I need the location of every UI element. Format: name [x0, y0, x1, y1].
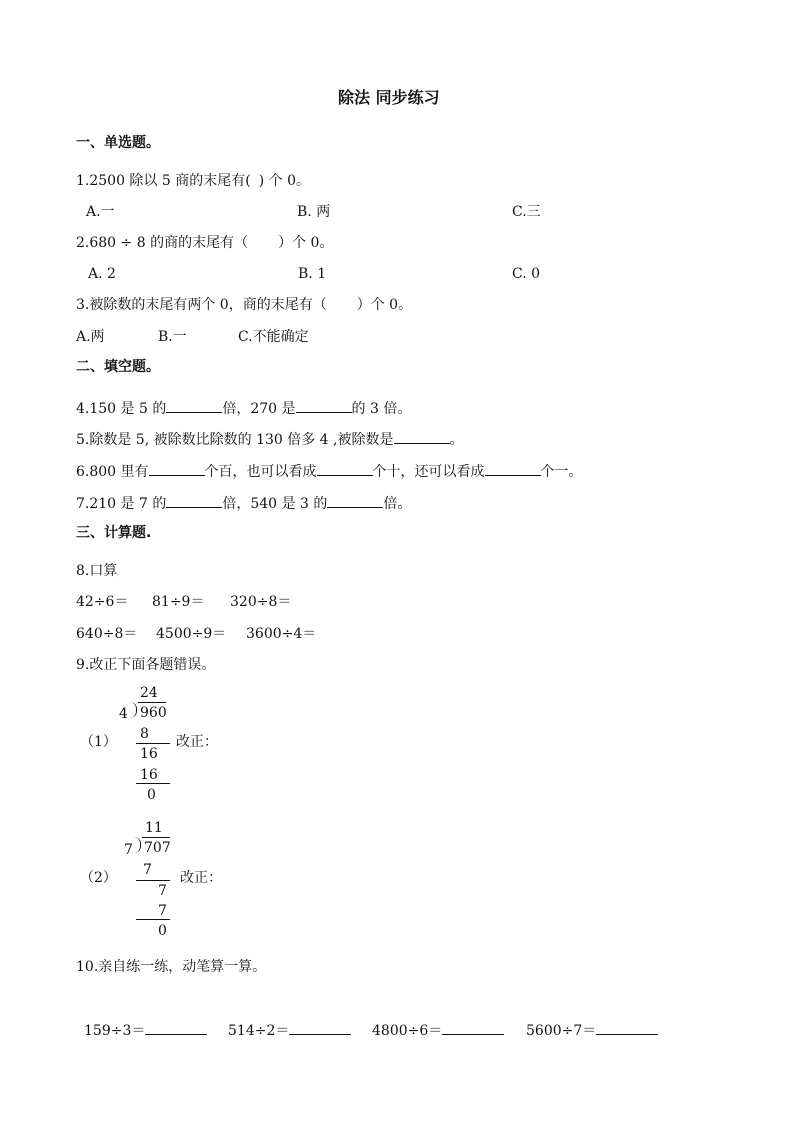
mental-math-item: 640÷8＝ [76, 626, 138, 642]
division-bar [138, 702, 166, 703]
question-6 [76, 461, 583, 481]
section-heading-fill-in: 二、填空题。 [76, 359, 160, 375]
problem-label: （1） [80, 734, 117, 750]
correction-label: 改正： [176, 734, 218, 750]
question-6-text-2: 个百，也可以看成 [204, 464, 317, 480]
division-bracket [130, 702, 137, 718]
dividend: 960 [140, 705, 167, 721]
question-6-text-1: 6.800 里有 [76, 464, 149, 480]
question-3-option-b: B.一 [158, 329, 187, 345]
answer-blank[interactable] [296, 398, 352, 413]
calc-item-2 [228, 1020, 351, 1040]
question-2-option-c: C. 0 [512, 266, 541, 282]
mental-math-item: 3600÷4＝ [246, 626, 317, 642]
page-title: 除法 同步练习 [338, 88, 440, 107]
partial-remainder: 7 [158, 883, 167, 899]
calc-item-4 [526, 1020, 658, 1040]
divisor: 7 [124, 842, 133, 858]
mental-math-item: 320÷8＝ [230, 594, 292, 610]
mental-math-item: 42÷6＝ [76, 594, 129, 610]
question-4-text-2: 倍，270 是 [222, 401, 296, 417]
question-7-text-2: 倍，540 是 3 的 [222, 496, 328, 512]
question-7-text-1: 7.210 是 7 的 [76, 496, 167, 512]
question-4 [76, 398, 411, 418]
question-3-option-a: A.两 [76, 329, 105, 345]
partial-product: 16 [140, 767, 158, 783]
question-9-stem: 9.改正下面各题错误。 [76, 657, 216, 673]
subtraction-line [136, 743, 170, 744]
remainder: 0 [147, 787, 156, 803]
remainder: 0 [158, 923, 167, 939]
answer-blank[interactable] [596, 1020, 658, 1035]
division-bracket [134, 837, 141, 853]
question-5-text-2: 。 [449, 432, 464, 448]
calc-expression: 5600÷7＝ [526, 1023, 597, 1039]
dividend: 707 [144, 840, 171, 856]
answer-blank[interactable] [166, 493, 222, 508]
partial-product: 8 [140, 726, 149, 742]
section-heading-calculation: 三、计算题. [76, 525, 152, 541]
partial-product: 7 [158, 903, 167, 919]
question-5 [76, 429, 464, 449]
answer-blank[interactable] [485, 461, 541, 476]
mental-math-item: 4500÷9＝ [156, 626, 227, 642]
question-3 [76, 296, 412, 314]
quotient: 11 [145, 820, 163, 836]
divisor: 4 [119, 706, 128, 722]
question-10-stem: 10.亲自练一练，动笔算一算。 [76, 959, 267, 975]
subtraction-line [136, 919, 170, 920]
subtraction-line [136, 880, 170, 881]
question-2-stem: 2.680 ÷ 8 的商的末尾有（ [76, 235, 249, 251]
question-6-text-3: 个十，还可以看成 [372, 464, 485, 480]
calc-item-1 [84, 1020, 207, 1040]
question-6-text-4: 个一。 [540, 464, 583, 480]
question-4-text-3: 的 3 倍。 [351, 401, 412, 417]
question-1-stem-end: ) 个 0。 [258, 173, 310, 189]
answer-blank[interactable] [327, 493, 383, 508]
question-2 [76, 234, 333, 252]
problem-label: （2） [80, 870, 117, 886]
question-2-stem-end: ）个 0。 [278, 235, 334, 251]
answer-blank[interactable] [317, 461, 373, 476]
question-7 [76, 493, 411, 513]
answer-blank[interactable] [166, 398, 222, 413]
answer-blank[interactable] [394, 429, 450, 444]
subtraction-line [136, 783, 170, 784]
calc-item-3 [372, 1020, 504, 1040]
calc-expression: 159÷3＝ [84, 1023, 146, 1039]
answer-blank[interactable] [442, 1020, 504, 1035]
question-3-stem: 3.被除数的末尾有两个 0，商的末尾有（ [76, 297, 327, 313]
partial-remainder: 16 [140, 746, 158, 762]
question-2-option-a: A. 2 [88, 266, 116, 282]
question-2-option-b: B. 1 [298, 266, 327, 282]
question-5-text-1: 5.除数是 5, 被除数比除数的 130 倍多 4 ,被除数是 [76, 432, 394, 448]
correction-label: 改正： [180, 870, 222, 886]
answer-blank[interactable] [145, 1020, 207, 1035]
question-1-stem: 1.2500 除以 5 商的末尾有( [76, 173, 251, 189]
question-3-option-c: C.不能确定 [238, 329, 309, 345]
question-1 [76, 172, 310, 190]
question-1-option-c: C.三 [512, 204, 541, 220]
answer-blank[interactable] [149, 461, 205, 476]
division-bar [142, 837, 170, 838]
question-8-stem: 8.口算 [76, 563, 118, 579]
mental-math-item: 81÷9＝ [152, 594, 205, 610]
answer-blank[interactable] [289, 1020, 351, 1035]
calc-expression: 4800÷6＝ [372, 1023, 443, 1039]
quotient: 24 [140, 685, 158, 701]
partial-product: 7 [143, 862, 152, 878]
question-4-text-1: 4.150 是 5 的 [76, 401, 167, 417]
question-7-text-3: 倍。 [383, 496, 412, 512]
question-3-stem-end: ）个 0。 [356, 297, 413, 313]
calc-expression: 514÷2＝ [228, 1023, 290, 1039]
question-1-option-a: A.一 [86, 204, 115, 220]
question-1-option-b: B. 两 [297, 204, 331, 220]
section-heading-single-choice: 一、单选题。 [76, 135, 160, 151]
